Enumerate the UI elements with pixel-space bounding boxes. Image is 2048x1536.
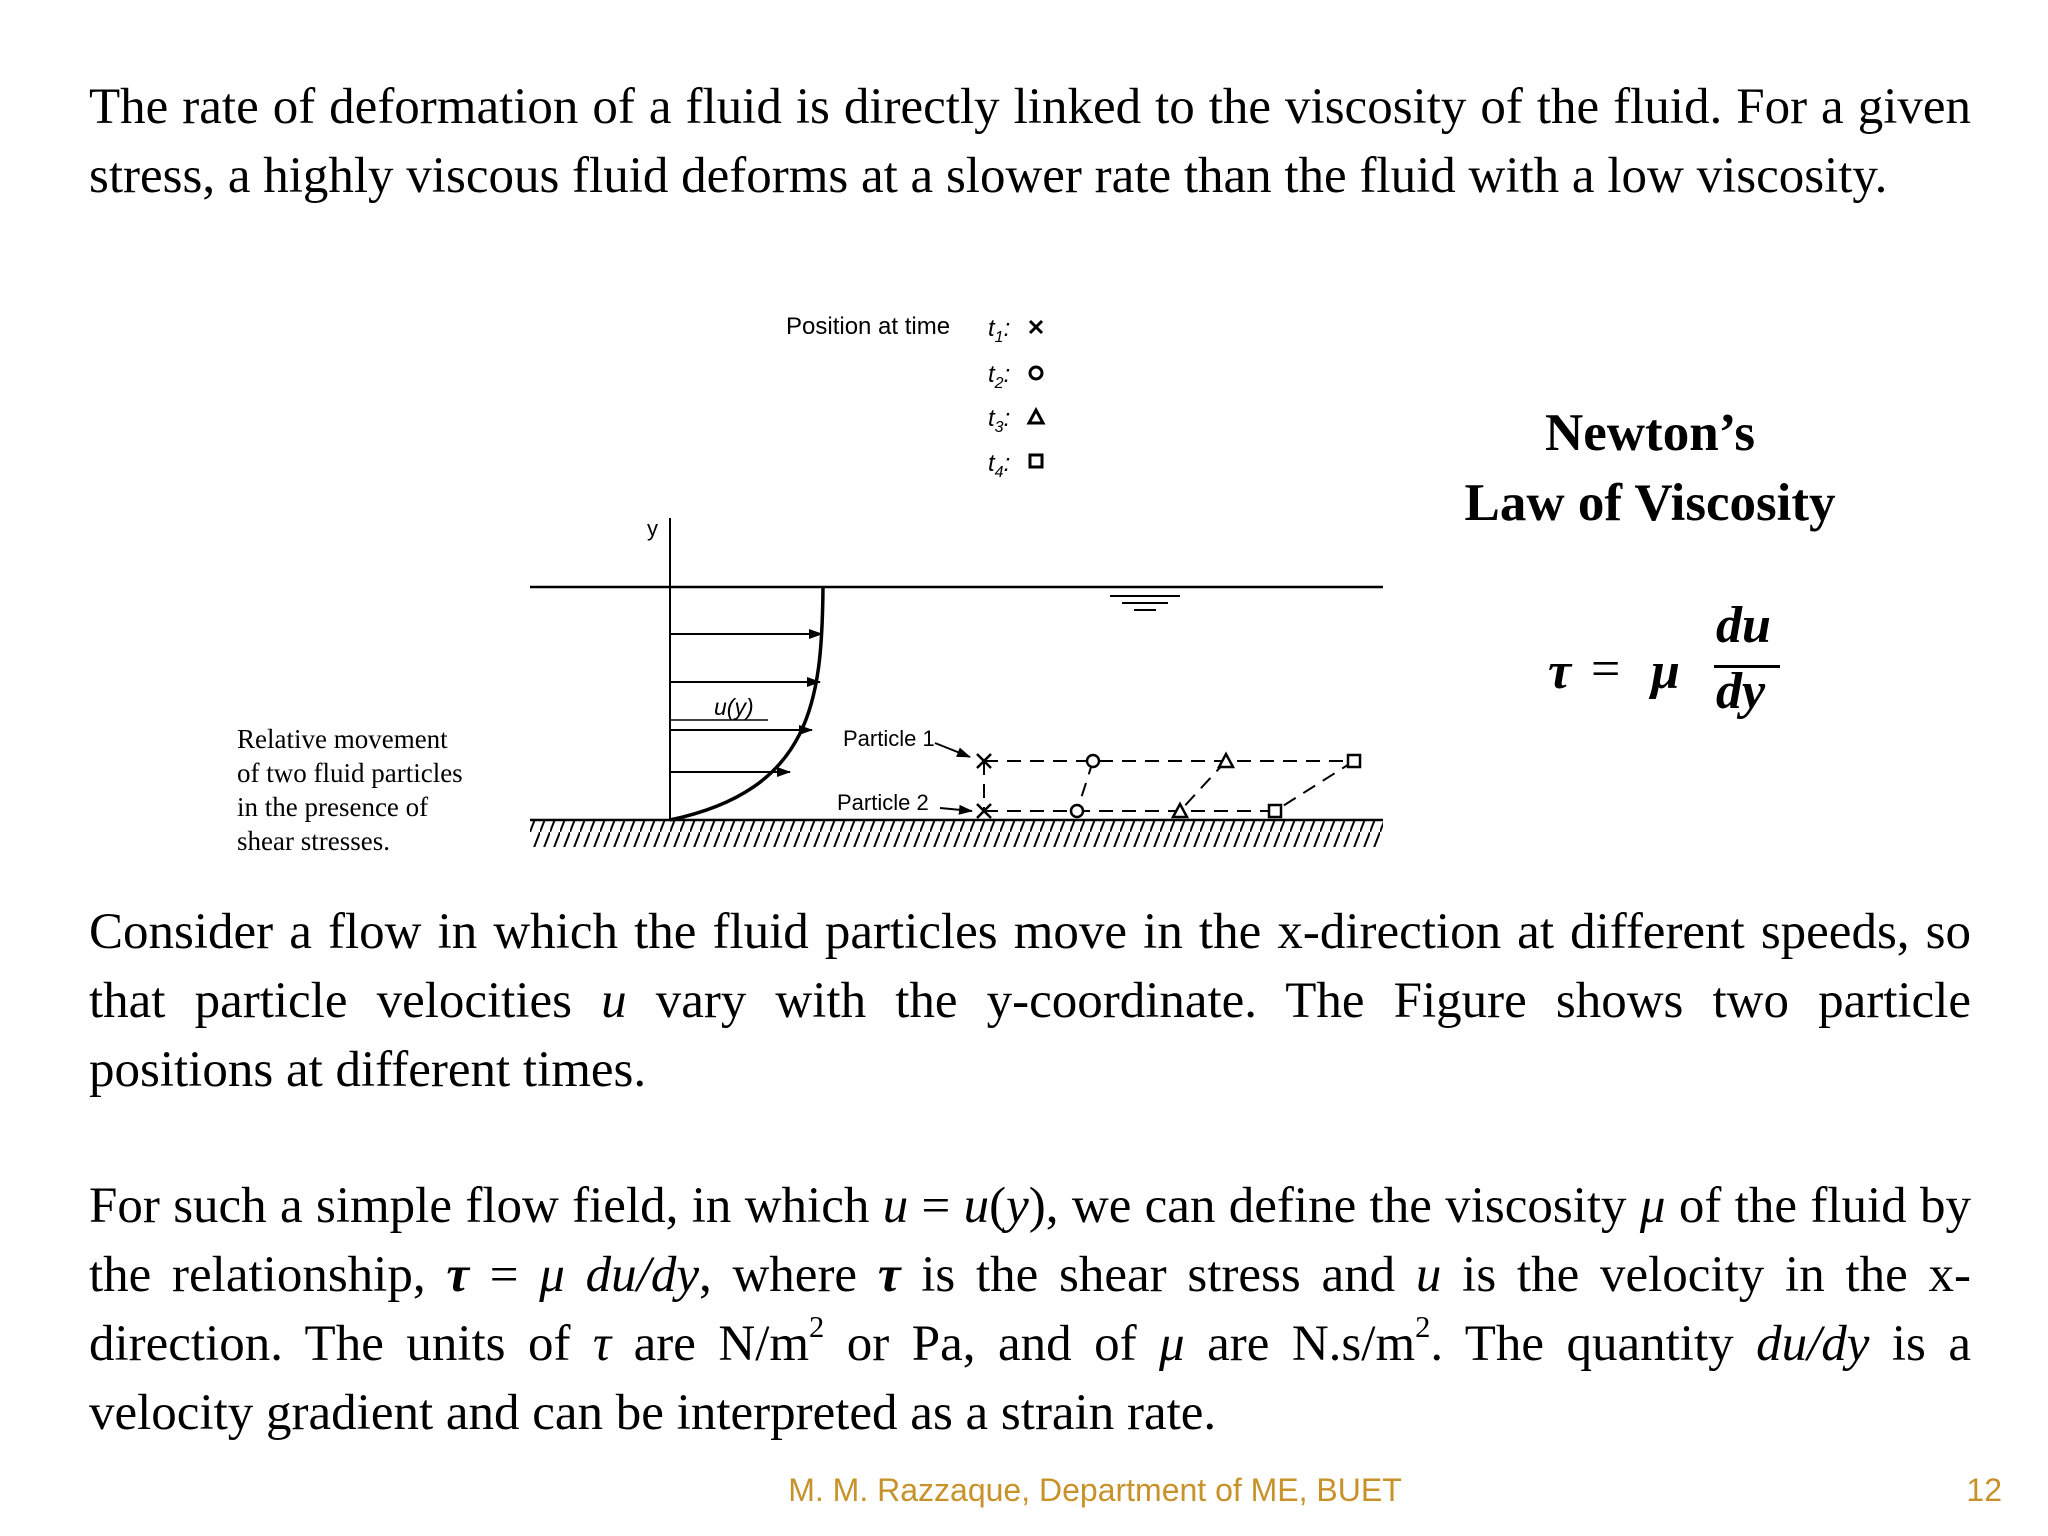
flow-paragraph: Consider a flow in which the fluid particles move in the x-direction at different speeds, so that particle velocities u vary with the y-coordinate. The Figure shows two particle positions at different times.: [89, 904, 1971, 1098]
legend-title: Position at time: [786, 313, 951, 340]
definition-paragraph: For such a simple flow field, in which u = u(y), we can define the viscosity μ of the fluid by the relationship, τ = μ du/dy, where τ is the shear stress and u is the velocity in the x-direction. The units of τ are $N/m^2$ or Pa, and of μ are $N.s/m^2$. The quantity du/dy is a velocity gradient and can be interpreted as a strain rate.: [89, 1178, 1972, 1441]
equation-denominator: dy: [1716, 663, 1766, 720]
water-surface-icon: [1110, 596, 1180, 610]
particle1-pointer: [935, 743, 970, 757]
equation-equals: =: [1591, 641, 1621, 698]
equation-tau: τ: [1548, 643, 1572, 700]
particle2-pointer: [940, 808, 972, 811]
y-axis-label: y: [647, 516, 658, 541]
caption-line-1: Relative movement: [237, 724, 448, 754]
caption-line-4: shear stresses.: [237, 826, 390, 856]
particle-paths: [984, 761, 1354, 811]
caption-line-2: of two fluid particles: [237, 758, 463, 788]
intro-paragraph: The rate of deformation of a fluid is directly linked to the viscosity of the fluid. For a given stress, a highly viscous fluid deforms at a slower rate than the fluid with a low viscosity.: [89, 79, 1971, 204]
legend-circle-marker: [1030, 367, 1042, 379]
legend-x-marker: [1030, 321, 1042, 333]
legend-triangle-marker: [1029, 410, 1043, 423]
page-number: 12: [1966, 1472, 2002, 1508]
equation-mu: μ: [1651, 643, 1680, 700]
profile-label: u(y): [714, 694, 754, 720]
viscosity-equation: [1548, 597, 1848, 736]
legend-t1: $t_1$:: [988, 315, 1011, 346]
legend-t3: $t_3$:: [988, 405, 1011, 436]
law-heading-line-2: Law of Viscosity: [1464, 474, 1836, 532]
legend-markers: [1029, 321, 1043, 467]
wall-hatching: [530, 821, 1383, 847]
figure-caption: [237, 722, 463, 858]
legend-square-marker: [1030, 455, 1042, 467]
legend-t4: $t_4$:: [988, 450, 1011, 481]
particle-markers: [977, 754, 1360, 818]
law-heading-line-1: Newton’s: [1544, 404, 1755, 462]
particle2-label: Particle 2: [837, 790, 929, 815]
footer-author: M. M. Razzaque, Department of ME, BUET: [788, 1472, 1402, 1508]
law-heading: [1400, 398, 1900, 538]
equation-numerator: du: [1716, 597, 1771, 654]
caption-line-3: in the presence of: [237, 792, 429, 822]
legend-t2: $t_2$:: [988, 361, 1011, 392]
particle1-label: Particle 1: [843, 726, 935, 751]
